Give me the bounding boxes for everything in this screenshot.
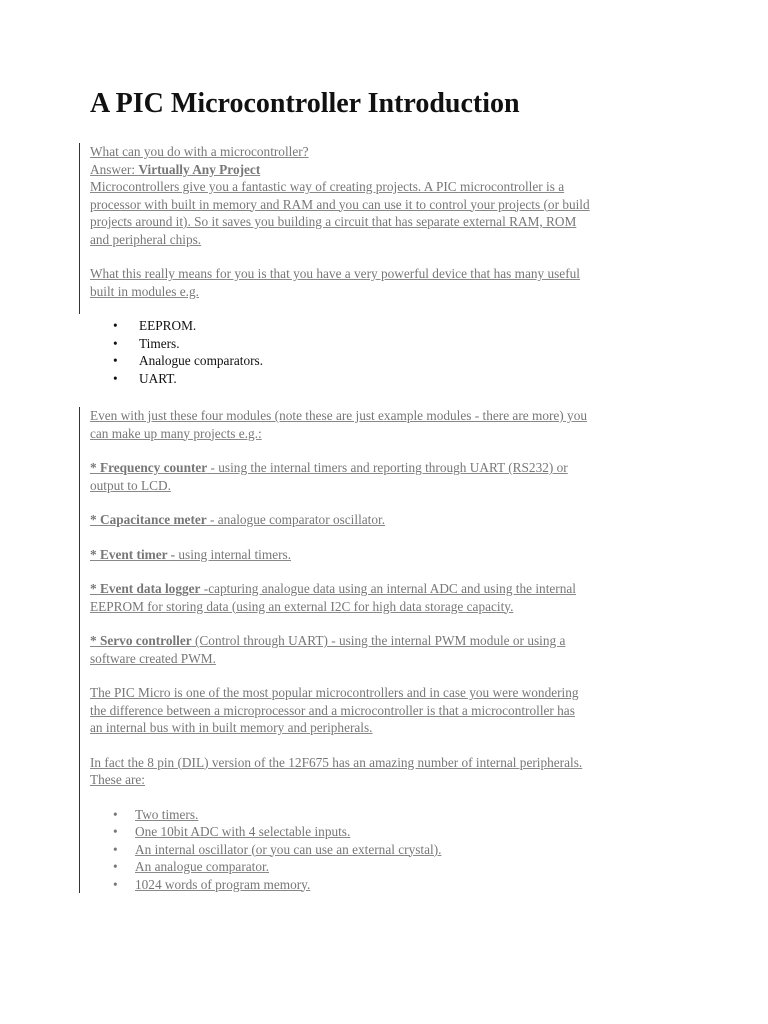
list-item [90, 806, 660, 824]
project-desc: (Control through UART) - using the internal PWM module or using a [191, 633, 566, 648]
page-title: A PIC Microcontroller Introduction [90, 88, 520, 119]
project-item-event-data-logger [90, 580, 660, 598]
pic-micro-line: The PIC Micro is one of the most popular microcontrollers and in case you were wondering [90, 685, 579, 700]
list-item [90, 876, 660, 894]
project-name: * Servo controller [90, 633, 192, 648]
intro-para2-line: built in modules e.g. [90, 283, 199, 299]
change-bar-bottom [79, 407, 80, 893]
list-item [90, 317, 660, 335]
bullet-icon: • [113, 335, 118, 351]
project-desc: - using the internal timers and reporting through UART (RS232) or [207, 460, 568, 475]
intro-section [90, 143, 660, 300]
peripheral-label: An analogue comparator. [135, 859, 270, 874]
project-name: * Event data logger [90, 581, 201, 596]
peripheral-label: Two timers. [135, 806, 199, 822]
project-item-continuation: software created PWM. [90, 650, 216, 666]
project-name: * Event timer - [90, 546, 176, 562]
project-name: * Frequency counter [90, 460, 208, 475]
project-desc: using internal timers. [175, 546, 292, 562]
pic-micro-line: an internal bus with in built memory and peripherals. [90, 720, 373, 735]
module-label: Analogue comparators. [139, 353, 264, 368]
project-item-continuation: EEPROM for storing data (using an external I2C for high data storage capacity. [90, 598, 514, 614]
pin-line: These are: [90, 772, 145, 787]
answer-bold: Virtually Any Project [138, 161, 261, 177]
bullet-icon: • [113, 318, 118, 333]
list-item [90, 370, 660, 388]
bullet-icon: • [113, 824, 118, 839]
answer-prefix: Answer: [90, 161, 139, 177]
bullet-icon: • [113, 806, 118, 822]
projects-intro-line: Even with just these four modules (note these are just example modules - there are more) you [90, 408, 588, 423]
module-label: Timers. [139, 335, 180, 351]
bullet-icon: • [113, 370, 118, 386]
bullet-icon: • [113, 841, 118, 857]
projects-section [90, 407, 660, 893]
bullet-icon: • [113, 876, 118, 892]
intro-para1-line: processor with built in memory and RAM and you can use it to control your projects (or build [90, 196, 590, 212]
project-item-continuation: output to LCD. [90, 477, 171, 493]
peripherals-list [90, 806, 660, 894]
peripheral-label: An internal oscillator (or you can use an external crystal). [135, 841, 442, 857]
list-item [90, 823, 660, 841]
intro-answer [90, 161, 660, 179]
intro-para2-line: What this really means for you is that you have a very powerful device that has many useful [90, 266, 580, 281]
peripheral-label: 1024 words of program memory. [135, 876, 311, 892]
intro-para1-line: and peripheral chips. [90, 231, 202, 247]
project-item-servo-controller [90, 632, 660, 650]
module-label: UART. [139, 370, 177, 386]
list-item [90, 335, 660, 353]
project-desc: -capturing analogue data using an internal ADC and using the internal [200, 581, 576, 596]
pin-line: In fact the 8 pin (DIL) version of the 12F675 has an amazing number of internal peripherals. [90, 754, 583, 770]
intro-para1-line: Microcontrollers give you a fantastic way of creating projects. A PIC microcontroller is a [90, 179, 565, 194]
module-label: EEPROM. [139, 318, 197, 333]
peripheral-label: One 10bit ADC with 4 selectable inputs. [135, 824, 351, 839]
intro-para1-line: projects around it). So it saves you building a circuit that has separate external RAM, ROM [90, 214, 577, 229]
project-desc: - analogue comparator oscillator. [206, 512, 386, 527]
list-item [90, 352, 660, 370]
project-item-event-timer [90, 546, 660, 564]
list-item [90, 841, 660, 859]
pic-micro-line: the difference between a microprocessor and a microcontroller is that a microcontroller has [90, 702, 575, 718]
project-item-frequency-counter [90, 459, 660, 477]
change-bar-top [79, 143, 80, 314]
bullet-icon: • [113, 353, 118, 368]
modules-list [90, 317, 660, 387]
project-item-capacitance-meter [90, 511, 660, 529]
bullet-icon: • [113, 859, 118, 874]
project-name: * Capacitance meter [90, 512, 207, 527]
projects-intro-line: can make up many projects e.g.: [90, 425, 262, 441]
list-item [90, 858, 660, 876]
intro-question: What can you do with a microcontroller? [90, 144, 309, 159]
modules-list-section [90, 317, 660, 387]
